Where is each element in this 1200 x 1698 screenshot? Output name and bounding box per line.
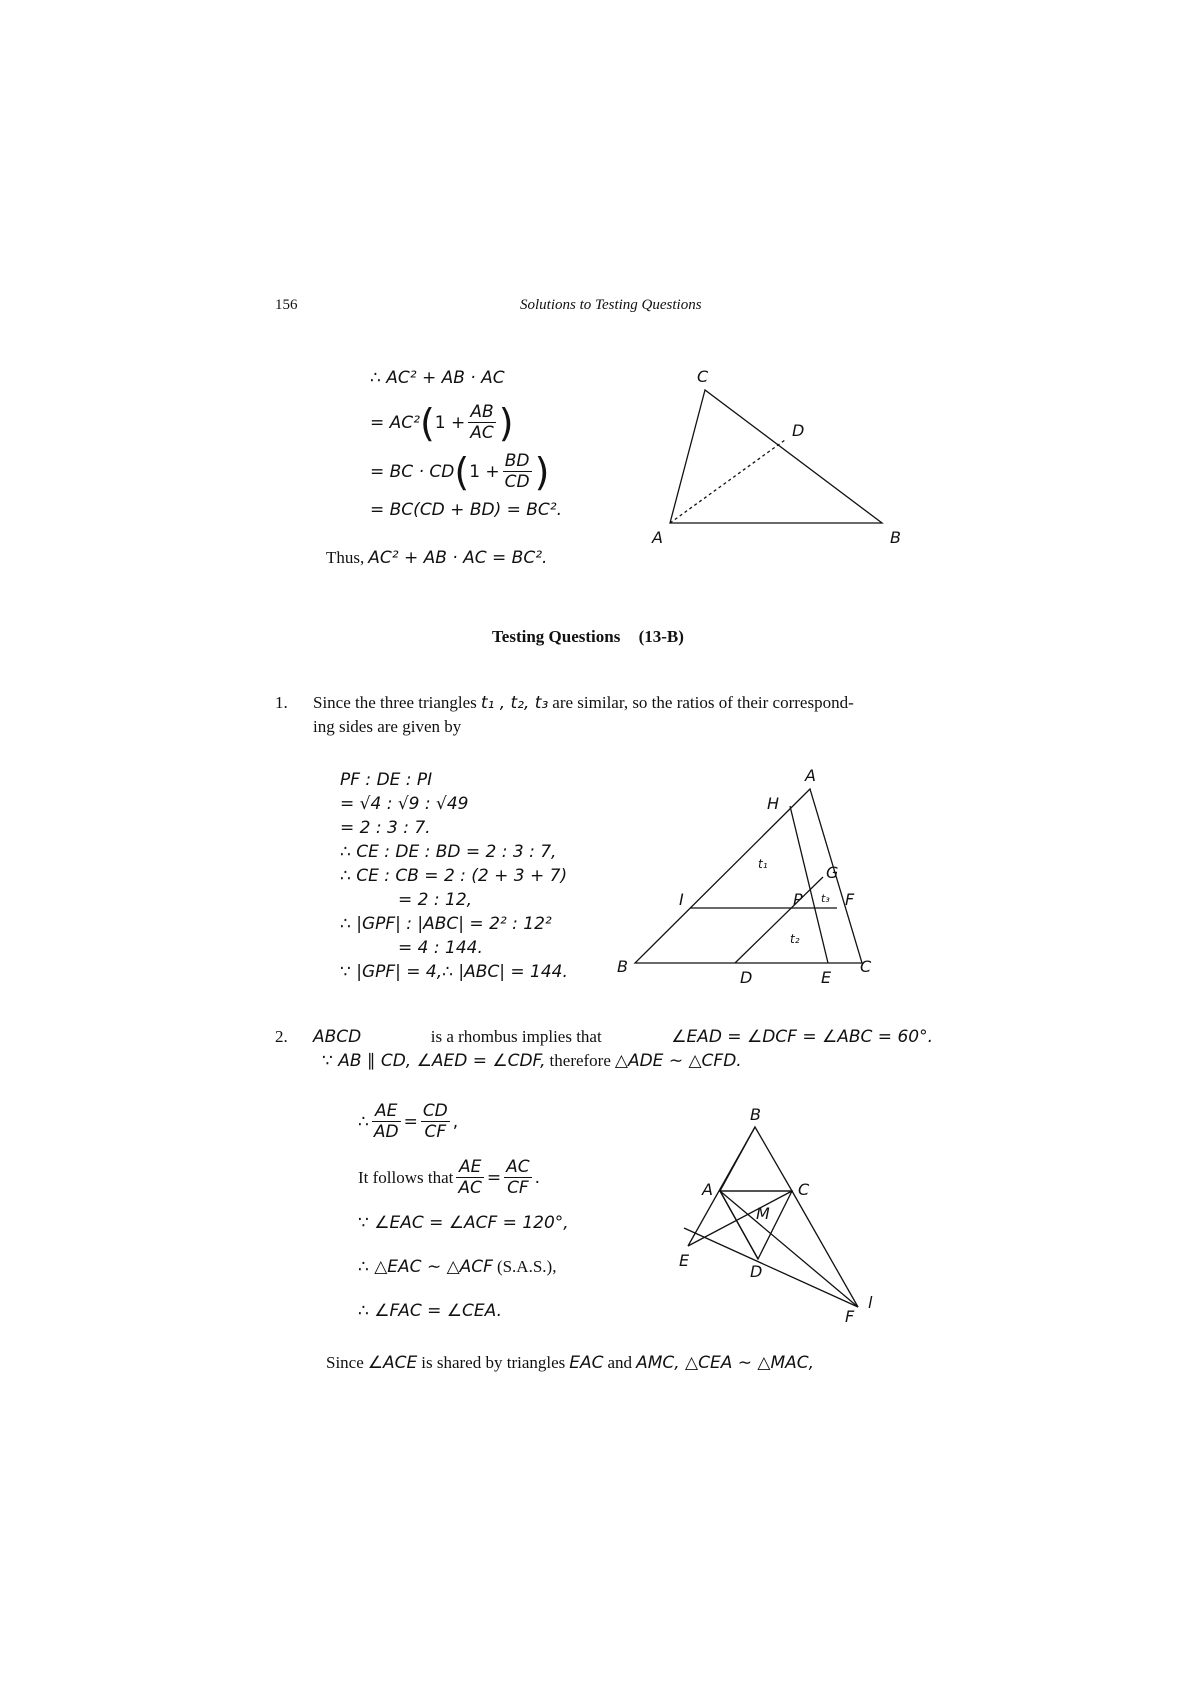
top-eq-3-one: 1 + bbox=[469, 461, 500, 482]
q1-step-4: ∴ CE : DE : BD = 2 : 3 : 7, bbox=[340, 842, 557, 862]
label-b: B bbox=[750, 1105, 761, 1124]
final-math-3: AMC, △CEA ∼ △MAC, bbox=[636, 1353, 815, 1373]
q2-line-2-math-2: △ADE ∼ △CFD. bbox=[614, 1051, 742, 1071]
section-heading bbox=[492, 627, 684, 647]
q2-ratio-2-math bbox=[453, 1157, 540, 1198]
thus-equation: AC² + AB · AC = BC². bbox=[368, 548, 548, 568]
label-e: E bbox=[679, 1251, 690, 1270]
follows-text: It follows that bbox=[358, 1167, 454, 1187]
final-math-1: ∠ACE bbox=[367, 1353, 418, 1373]
segment-ad bbox=[720, 1191, 758, 1259]
label-m: M bbox=[756, 1204, 770, 1223]
label-h: H bbox=[767, 794, 780, 813]
q2-eq-4-text: (S.A.S.), bbox=[496, 1257, 557, 1276]
label-c: C bbox=[860, 957, 872, 976]
segment-ad-dashed bbox=[670, 440, 785, 523]
right-paren: ) bbox=[534, 449, 550, 494]
denominator: CF bbox=[424, 1122, 447, 1142]
label-f: F bbox=[845, 1307, 855, 1325]
fraction-ae-ad bbox=[372, 1101, 401, 1142]
top-eq-2-prefix: = AC² bbox=[370, 412, 420, 433]
q1-line-1-math: t₁ , t₂, t₃ bbox=[480, 693, 549, 713]
label-c: C bbox=[798, 1180, 810, 1199]
q2-eq-4-math: ∴ △EAC ∼ △ACF bbox=[358, 1257, 493, 1277]
label-e: E bbox=[821, 968, 832, 985]
top-eq-3 bbox=[370, 451, 549, 492]
q1-step-9: ∵ |GPF| = 4,∴ |ABC| = 144. bbox=[340, 962, 568, 982]
denominator: AC bbox=[458, 1178, 482, 1198]
label-t3: t₃ bbox=[821, 892, 830, 905]
segment-dg bbox=[735, 877, 823, 963]
denominator: CD bbox=[504, 472, 530, 492]
numerator: AC bbox=[506, 1157, 530, 1177]
q1-step-7: ∴ |GPF| : |ABC| = 2² : 12² bbox=[340, 914, 552, 934]
numerator: CD bbox=[422, 1101, 448, 1121]
fraction-ae-ac bbox=[456, 1157, 484, 1198]
label-g: G bbox=[826, 863, 839, 882]
figure-rhombus bbox=[670, 1105, 890, 1325]
thus-word: Thus, bbox=[326, 548, 365, 567]
label-c: C bbox=[697, 367, 709, 386]
left-paren: ( bbox=[454, 449, 470, 494]
left-paren: ( bbox=[419, 400, 435, 445]
q2-line-1-text: is a rhombus implies that bbox=[430, 1027, 602, 1046]
denominator: AD bbox=[373, 1122, 399, 1142]
thus-line bbox=[326, 548, 547, 568]
q2-line-1-eq: ∠EAD = ∠DCF = ∠ABC = 60°. bbox=[671, 1027, 933, 1047]
segment-cf bbox=[792, 1191, 858, 1307]
label-b: B bbox=[890, 528, 901, 547]
numerator: AE bbox=[372, 1101, 401, 1122]
page-number: 156 bbox=[275, 297, 298, 313]
numerator: AE bbox=[456, 1157, 484, 1178]
label-a: A bbox=[805, 766, 816, 785]
comma: , bbox=[452, 1111, 459, 1132]
q1-line-1 bbox=[313, 693, 854, 713]
label-d: D bbox=[750, 1262, 763, 1281]
label-b: B bbox=[617, 957, 628, 976]
line-l bbox=[684, 1228, 858, 1307]
label-t2: t₂ bbox=[790, 932, 800, 946]
denominator: AC bbox=[470, 423, 494, 443]
q2-ratio-2 bbox=[358, 1157, 540, 1198]
q1-step-3: = 2 : 3 : 7. bbox=[340, 818, 431, 838]
final-text-a: Since bbox=[326, 1353, 364, 1372]
running-title: Solutions to Testing Questions bbox=[520, 297, 702, 313]
equals-sign: = bbox=[486, 1167, 502, 1188]
top-eq-3-prefix: = BC · CD bbox=[370, 461, 455, 482]
q2-line-2-text: therefore bbox=[549, 1051, 611, 1070]
triangle-abc bbox=[720, 1127, 792, 1191]
top-eq-2-fraction bbox=[468, 402, 496, 443]
label-f: F bbox=[845, 890, 855, 909]
q1-number: 1. bbox=[275, 693, 288, 712]
q2-line-1-math: ABCD bbox=[313, 1027, 362, 1047]
numerator: BD bbox=[503, 451, 532, 472]
label-t1: t₁ bbox=[758, 857, 768, 871]
q1-step-2: = √4 : √9 : √49 bbox=[340, 794, 469, 814]
denominator: CF bbox=[507, 1178, 529, 1198]
top-eq-2-one: 1 + bbox=[434, 412, 466, 433]
q1-line-2: ing sides are given by bbox=[313, 717, 462, 736]
label-a: A bbox=[702, 1180, 713, 1199]
top-eq-4: = BC(CD + BD) = BC². bbox=[370, 500, 563, 520]
figure-triangle-abc bbox=[640, 360, 920, 560]
q2-line-1 bbox=[313, 1027, 933, 1047]
label-p: P bbox=[793, 890, 803, 909]
q2-eq-3: ∵ ∠EAC = ∠ACF = 120°, bbox=[358, 1213, 569, 1233]
final-text-b: is shared by triangles bbox=[421, 1353, 566, 1372]
q1-step-8: = 4 : 144. bbox=[398, 938, 483, 958]
final-text-c: and bbox=[607, 1353, 633, 1372]
q2-ratio-1 bbox=[358, 1101, 458, 1142]
q2-number: 2. bbox=[275, 1027, 288, 1046]
label-d: D bbox=[792, 421, 805, 440]
numerator: AB bbox=[468, 402, 496, 423]
figure-triangle-subdivided bbox=[615, 765, 885, 985]
q1-step-6: = 2 : 12, bbox=[398, 890, 473, 910]
fraction-ac-cf bbox=[504, 1157, 532, 1198]
q2-line-2-math-1: ∵ AB ∥ CD, ∠AED = ∠CDF, bbox=[322, 1051, 546, 1071]
section-title: Testing Questions bbox=[492, 627, 621, 646]
segment-af bbox=[720, 1191, 858, 1307]
q1-step-1: PF : DE : PI bbox=[340, 770, 433, 790]
label-d: D bbox=[740, 968, 753, 985]
top-eq-3-fraction bbox=[503, 451, 532, 492]
section-tag: (13-B) bbox=[638, 627, 684, 646]
fraction-cd-cf bbox=[421, 1101, 450, 1142]
top-eq-1: ∴ AC² + AB · AC bbox=[370, 368, 505, 388]
label-a: A bbox=[652, 528, 663, 547]
final-line bbox=[326, 1353, 814, 1373]
final-math-2: EAC bbox=[569, 1353, 604, 1373]
q2-eq-4 bbox=[358, 1257, 556, 1277]
label-i: I bbox=[679, 890, 684, 909]
right-paren: ) bbox=[498, 400, 514, 445]
label-l: l bbox=[868, 1293, 873, 1312]
q1-line-1-a: Since the three triangles bbox=[313, 693, 477, 712]
q1-step-5: ∴ CE : CB = 2 : (2 + 3 + 7) bbox=[340, 866, 568, 886]
triangle-abc bbox=[670, 390, 882, 523]
q1-line-1-b: are similar, so the ratios of their correspond- bbox=[552, 693, 854, 712]
period: . bbox=[534, 1167, 541, 1188]
equals-sign: = bbox=[403, 1111, 418, 1132]
q2-line-2 bbox=[322, 1051, 742, 1071]
top-eq-2 bbox=[370, 402, 514, 443]
q2-eq-5: ∴ ∠FAC = ∠CEA. bbox=[358, 1301, 502, 1321]
therefore-sign: ∴ bbox=[358, 1111, 369, 1132]
